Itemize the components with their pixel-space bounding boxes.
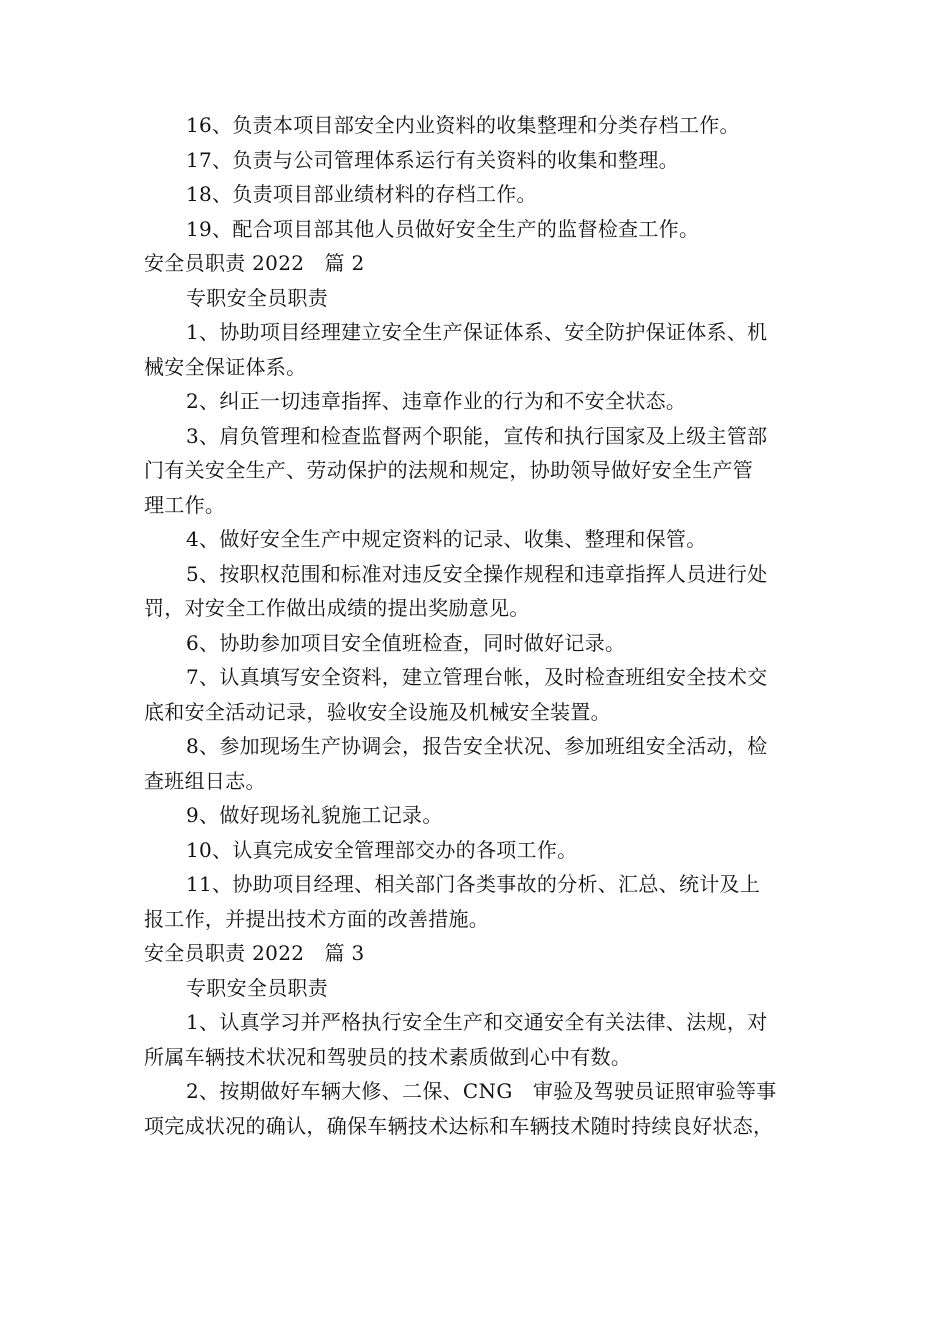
paragraph	[144, 971, 816, 1006]
document-page	[144, 108, 816, 1143]
paragraph	[144, 108, 816, 143]
paragraph	[144, 557, 816, 626]
text-line: 1、协助项目经理建立安全生产保证体系、安全防护保证体系、机	[186, 320, 768, 344]
paragraph	[144, 315, 816, 384]
text-line: 罚，对安全工作做出成绩的提出奖励意见。	[144, 596, 530, 620]
text-line: 安全员职责 2022 篇 3	[144, 941, 365, 965]
paragraph	[144, 384, 816, 419]
text-line: 18、负责项目部业绩材料的存档工作。	[186, 182, 537, 206]
text-line: 械安全保证体系。	[144, 354, 307, 379]
text-line: 17、负责与公司管理体系运行有关资料的收集和整理。	[186, 147, 679, 172]
text-line: 2、按期做好车辆大修、二保、CNG 审验及驾驶员证照审验等事	[186, 1079, 777, 1103]
text-line: 所属车辆技术状况和驾驶员的技术素质做到心中有数。	[144, 1044, 632, 1069]
paragraph	[144, 143, 816, 178]
text-line: 安全员职责 2022 篇 2	[144, 251, 365, 275]
paragraph	[144, 798, 816, 833]
text-line: 项完成状况的确认，确保车辆技术达标和车辆技术随时持续良好状态，	[144, 1113, 774, 1138]
paragraph	[144, 177, 816, 212]
text-line: 门有关安全生产、劳动保护的法规和规定，协助领导做好安全生产管	[144, 458, 753, 482]
paragraph	[144, 212, 816, 247]
paragraph	[144, 729, 816, 798]
text-line: 19、配合项目部其他人员做好安全生产的监督检查工作。	[186, 216, 700, 241]
text-line: 11、协助项目经理、相关部门各类事故的分析、汇总、统计及上	[186, 872, 761, 896]
paragraph	[144, 281, 816, 316]
section-heading	[144, 936, 816, 971]
text-line: 理工作。	[144, 492, 226, 517]
text-line: 8、参加现场生产协调会，报告安全状况、参加班组安全活动，检	[186, 734, 768, 758]
text-line: 6、协助参加项目安全值班检查，同时做好记录。	[186, 630, 626, 655]
text-line: 10、认真完成安全管理部交办的各项工作。	[186, 837, 578, 862]
text-line: 9、做好现场礼貌施工记录。	[186, 803, 443, 827]
paragraph	[144, 522, 816, 557]
text-line: 16、负责本项目部安全内业资料的收集整理和分类存档工作。	[186, 113, 740, 137]
section-heading	[144, 246, 816, 281]
paragraph	[144, 867, 816, 936]
text-line: 查班组日志。	[144, 768, 266, 793]
text-line: 3、肩负管理和检查监督两个职能，宣传和执行国家及上级主管部	[186, 423, 768, 448]
text-line: 4、做好安全生产中规定资料的记录、收集、整理和保管。	[186, 527, 707, 551]
text-line: 专职安全员职责	[186, 285, 329, 310]
text-line: 报工作，并提出技术方面的改善措施。	[144, 906, 490, 931]
paragraph	[144, 833, 816, 868]
text-line: 2、纠正一切违章指挥、违章作业的行为和不安全状态。	[186, 389, 687, 413]
paragraph	[144, 419, 816, 523]
text-line: 专职安全员职责	[186, 975, 329, 1000]
paragraph	[144, 1005, 816, 1074]
text-line: 底和安全活动记录，验收安全设施及机械安全装置。	[144, 699, 611, 724]
text-line: 1、认真学习并严格执行安全生产和交通安全有关法律、法规，对	[186, 1010, 768, 1034]
paragraph	[144, 660, 816, 729]
paragraph	[144, 626, 816, 661]
paragraph	[144, 1074, 816, 1143]
text-line: 5、按职权范围和标准对违反安全操作规程和违章指挥人员进行处	[186, 561, 768, 586]
text-line: 7、认真填写安全资料，建立管理台帐，及时检查班组安全技术交	[186, 665, 768, 689]
